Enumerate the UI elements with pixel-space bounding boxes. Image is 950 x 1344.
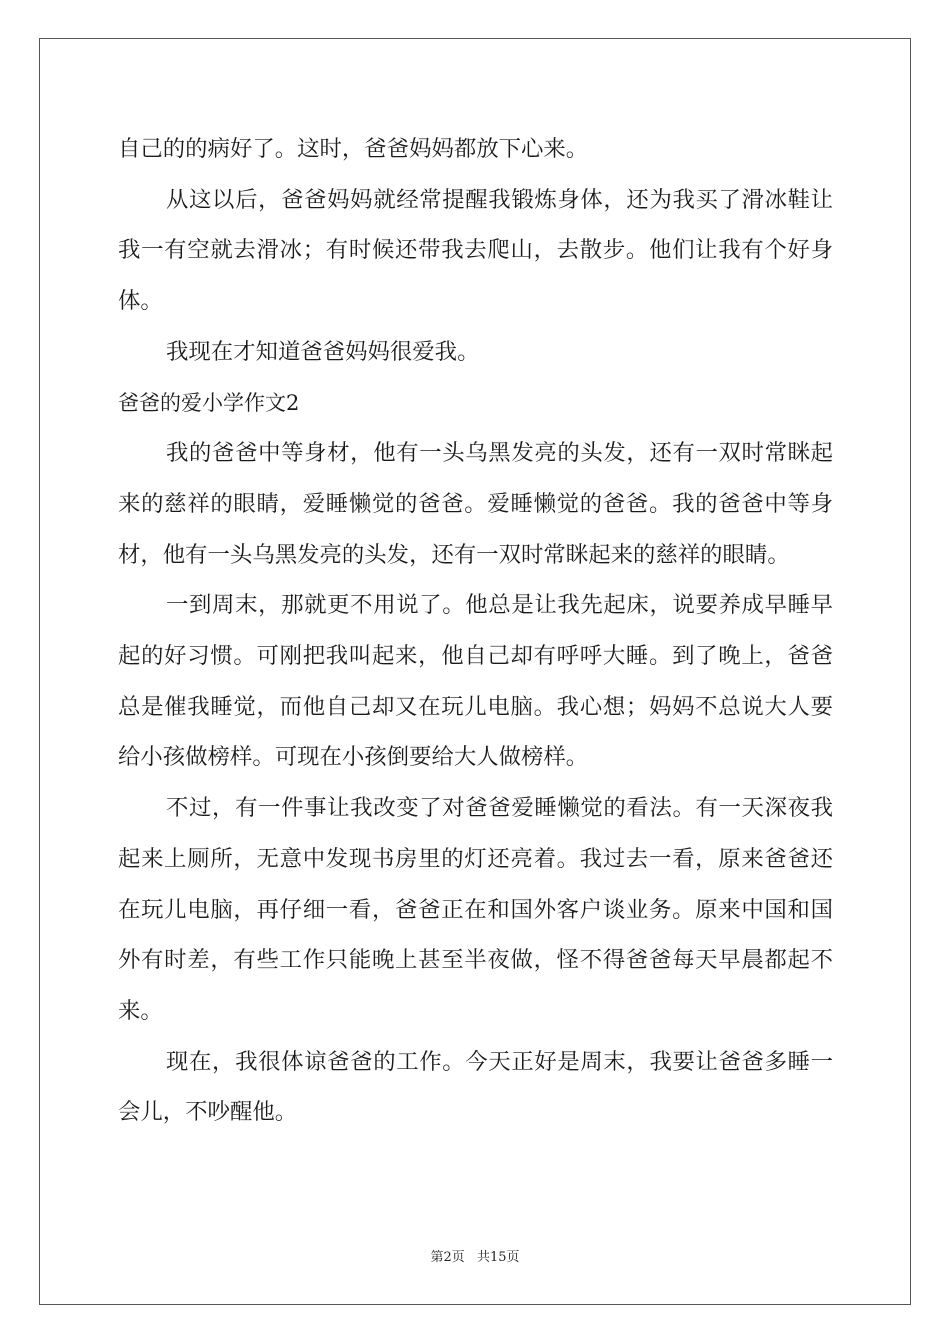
essay-heading: 爸爸的爱小学作文2	[118, 390, 300, 415]
document-body	[118, 124, 833, 1138]
paragraph: 我现在才知道爸爸妈妈很爱我。	[166, 338, 480, 365]
paragraph: 我的爸爸中等身材，他有一头乌黑发亮的头发，还有一双时常眯起来的慈祥的眼睛，爱睡懒觉的爸爸。爱睡懒觉的爸爸。我的爸爸中等身材，他有一头乌黑发亮的头发，还有一双时常眯起来的慈祥的眼睛。	[118, 440, 833, 568]
page-total: 共15页	[476, 1250, 520, 1265]
paragraph: 现在，我很体谅爸爸的工作。今天正好是周末，我要让爸爸多睡一会儿，不吵醒他。	[118, 1048, 833, 1126]
paragraph-continuation: 自己的的病好了。这时，爸爸妈妈都放下心来。	[118, 136, 589, 162]
paragraph: 不过，有一件事让我改变了对爸爸爱睡懒觉的看法。有一天深夜我起来上厕所，无意中发现书房里的灯还亮着。我过去一看，原来爸爸还在玩儿电脑，再仔细一看，爸爸正在和国外客户谈业务。原来中国和国外有时差，有些工作只能晚上甚至半夜做，怪不得爸爸每天早晨都起不来。	[118, 795, 833, 1024]
paragraph: 一到周末，那就更不用说了。他总是让我先起床，说要养成早睡早起的好习惯。可刚把我叫起来，他自己却有呼呼大睡。到了晚上，爸爸总是催我睡觉，而他自己却又在玩儿电脑。我心想；妈妈不总说大人要给小孩做榜样。可现在小孩倒要给大人做榜样。	[118, 592, 833, 771]
paragraph: 从这以后，爸爸妈妈就经常提醒我锻炼身体，还为我买了滑冰鞋让我一有空就去滑冰；有时候还带我去爬山，去散步。他们让我有个好身体。	[118, 186, 833, 315]
page-number: 第2页	[430, 1250, 465, 1265]
page-footer	[0, 1246, 950, 1265]
